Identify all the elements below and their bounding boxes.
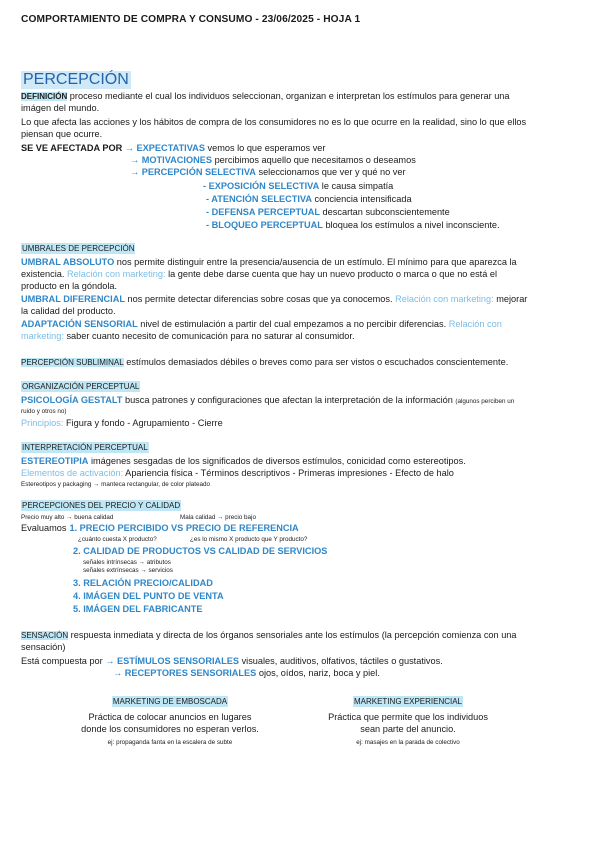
- umbral-diferencial-line-2: la calidad del producto.: [21, 306, 116, 316]
- emboscada-text-1: Práctica de colocar anuncios en lugares: [88, 712, 252, 722]
- adaptacion-line-2: marketing: saber cuanto necesito de comunicación para no saturar al consumidor.: [21, 331, 355, 341]
- estimulos-line: Está compuesta por → ESTÍMULOS SENSORIALES visuales, auditivos, olfativos, táctiles o gustativos.: [21, 656, 443, 666]
- elements-line: Elementos de activación: Apariencia física - Términos descriptivos - Primeras impresiones - Efecto de halo: [21, 468, 454, 478]
- organizacion-heading: ORGANIZACIÓN PERCEPTUAL: [22, 382, 140, 391]
- evaluamos-line: Evaluamos 1. PRECIO PERCIBIDO VS PRECIO DE REFERENCIA: [21, 523, 299, 533]
- definition-line-3: Lo que afecta las acciones y los hábitos de compra de los consumidores no es lo que ocurre en la realidad, sino lo que ellos: [21, 117, 527, 127]
- page-header: COMPORTAMIENTO DE COMPRA Y CONSUMO - 23/06/2025 - HOJA 1: [21, 14, 361, 25]
- umbral-absoluto-line-1: UMBRAL ABSOLUTO nos permite distinguir entre la presencia/ausencia de un estímulo. El mínimo para que aparezca la: [21, 257, 517, 267]
- experiencial-example: ej: masajes en la parada de colectivo: [356, 739, 460, 746]
- receptores-line: → RECEPTORES SENSORIALES ojos, oídos, nariz, boca y piel.: [113, 668, 380, 678]
- precio-item-3: 3. RELACIÓN PRECIO/CALIDAD: [73, 578, 213, 588]
- affected-line-1: SE VE AFECTADA POR → EXPECTATIVAS vemos lo que esperamos ver: [21, 143, 326, 153]
- precio-item-5: 5. IMÁGEN DEL FABRICANTE: [73, 604, 203, 614]
- precio-sub-2b: señales extrínsecas → servicios: [83, 567, 173, 574]
- sensacion-line-2: sensación): [21, 642, 66, 652]
- sensacion-line-1: SENSACIÓN respuesta inmediata y directa de los órganos sensoriales ante los estímulos (la percepción comienza con una: [21, 630, 517, 640]
- sensacion-label: SENSACIÓN: [21, 631, 69, 640]
- selective-line-2: - ATENCIÓN SELECTIVA conciencia intensificada: [206, 194, 412, 204]
- packaging-note: Estereotipos y packaging → manteca rectangular, de color plateado: [21, 481, 211, 488]
- precio-sub-2a: señales intrínsecas → atributos: [83, 559, 171, 566]
- gestalt-line-2: ruido y otros no): [21, 408, 67, 415]
- umbral-absoluto-line-2: existencia. Relación con marketing: la gente debe darse cuenta que hay un nuevo producto o marca o que no está el: [21, 269, 498, 279]
- precio-note-2: Mala calidad → precio bajo: [180, 514, 256, 521]
- umbral-diferencial-line-1: UMBRAL DIFERENCIAL nos permite detectar diferencias sobre cosas que ya conocemos. Relación con marketing: mejorar: [21, 294, 528, 304]
- principles-line: Principios: Figura y fondo - Agrupamiento - Cierre: [21, 418, 223, 428]
- umbral-absoluto-line-3: producto en la góndola.: [21, 281, 118, 291]
- precio-heading: PERCEPCIONES DEL PRECIO Y CALIDAD: [22, 501, 181, 510]
- affected-line-3: → PERCEPCIÓN SELECTIVA seleccionamos que ver y qué no ver: [130, 167, 406, 177]
- affected-label: SE VE AFECTADA POR: [21, 143, 123, 153]
- adaptacion-line-1: ADAPTACIÓN SENSORIAL nivel de estimulación a partir del cual empezamos a no percibir diferencias. Relación con: [21, 319, 502, 329]
- definition-line-1: DEFINICIÓN proceso mediante el cual los individuos seleccionan, organizan e interpretan los estímulos para generar una: [21, 91, 510, 101]
- emboscada-text-2: donde los consumidores no esperan verlos.: [81, 724, 259, 734]
- interpretacion-heading: INTERPRETACIÓN PERCEPTUAL: [22, 443, 148, 452]
- umbrales-heading: UMBRALES DE PERCEPCIÓN: [22, 244, 135, 253]
- estereotipia-line: ESTEREOTIPIA imágenes sesgadas de los significados de diversos estímulos, conicidad como estereotipos.: [21, 456, 466, 466]
- precio-sub-1b: ¿es lo mismo X producto que Y producto?: [190, 536, 308, 543]
- precio-sub-1a: ¿cuánto cuesta X producto?: [78, 536, 157, 543]
- subliminal-line: PERCEPCIÓN SUBLIMINAL estímulos demasiados débiles o breves como para ser vistos o escuchados conscientemente.: [21, 357, 509, 367]
- selective-line-4: - BLOQUEO PERCEPTUAL bloquea los estímulos a nivel inconsciente.: [206, 220, 500, 230]
- experiencial-box: [298, 691, 518, 747]
- precio-note-1: Precio muy alto → buena calidad: [21, 514, 114, 521]
- emboscada-heading: MARKETING DE EMBOSCADA: [112, 697, 228, 706]
- emboscada-example: ej: propaganda fanta en la escalera de subte: [107, 739, 233, 746]
- definition-line-2: imágen del mundo.: [21, 103, 100, 113]
- experiencial-text-2: sean parte del anuncio.: [360, 724, 456, 734]
- definition-line-4: piensan que ocurre.: [21, 129, 103, 139]
- section-title: PERCEPCIÓN: [23, 71, 129, 88]
- experiencial-heading: MARKETING EXPERIENCIAL: [353, 697, 463, 706]
- selective-line-3: - DEFENSA PERCEPTUAL descartan subconscientemente: [206, 207, 450, 217]
- experiencial-text-1: Práctica que permite que los individuos: [328, 712, 488, 722]
- emboscada-box: [60, 691, 280, 747]
- selective-line-1: - EXPOSICIÓN SELECTIVA le causa simpatía: [203, 181, 394, 191]
- subliminal-heading: PERCEPCIÓN SUBLIMINAL: [21, 358, 124, 367]
- definition-label: DEFINICIÓN: [21, 92, 68, 101]
- precio-item-2: 2. CALIDAD DE PRODUCTOS VS CALIDAD DE SERVICIOS: [73, 546, 328, 556]
- affected-line-2: → MOTIVACIONES percibimos aquello que necesitamos o deseamos: [130, 155, 416, 165]
- gestalt-line-1: PSICOLOGÍA GESTALT busca patrones y configuraciones que afectan la interpretación de la información (algunos perciben un: [21, 395, 515, 405]
- precio-item-4: 4. IMÁGEN DEL PUNTO DE VENTA: [73, 591, 224, 601]
